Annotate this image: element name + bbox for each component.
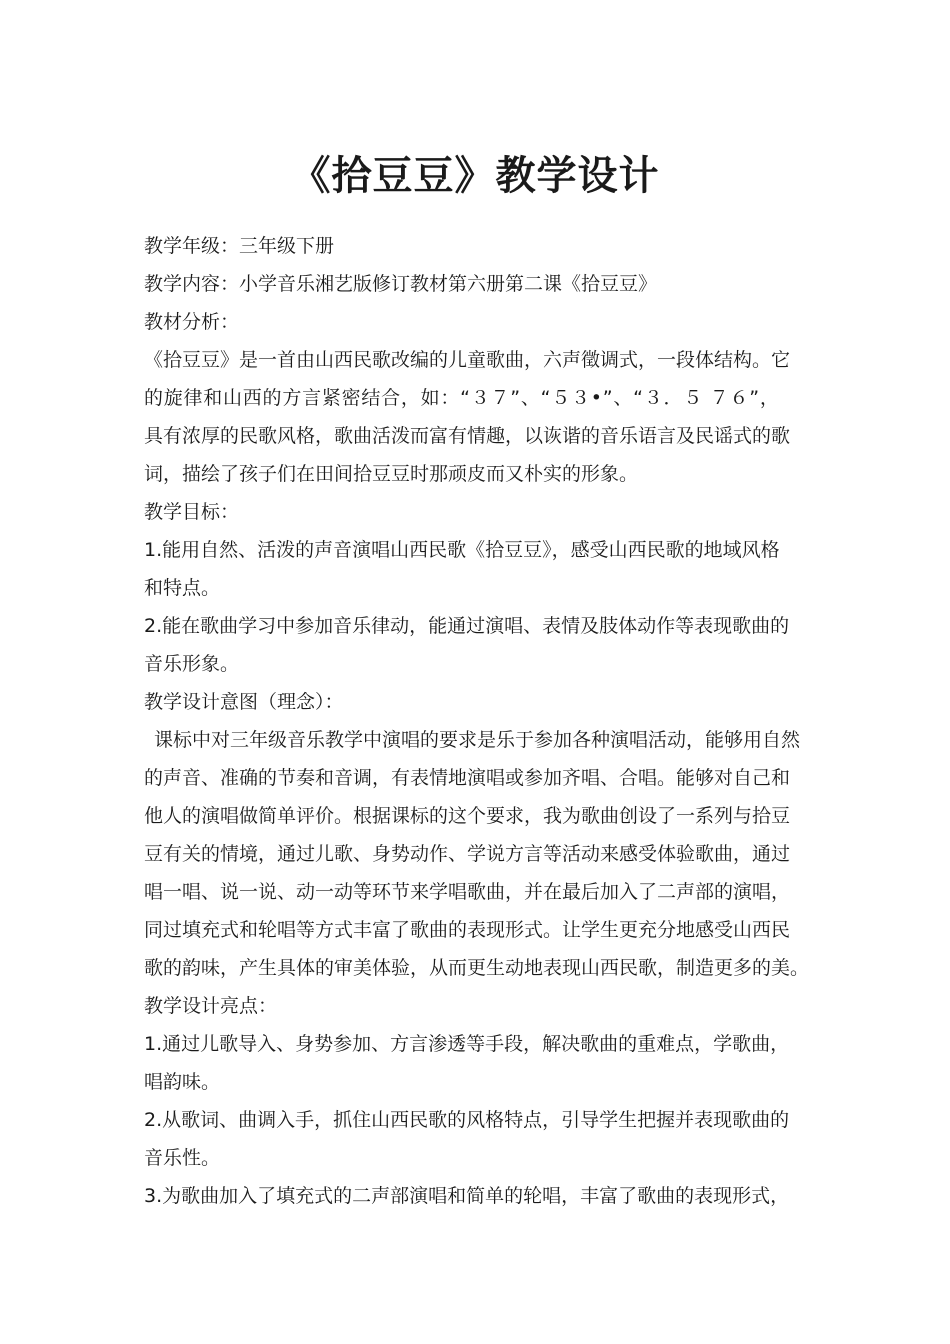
objectives-heading: 教学目标： (144, 501, 240, 523)
paragraph-line: 1.通过儿歌导入、身势参加、方言渗透等手段，解决歌曲的重难点，学歌曲， (144, 1033, 790, 1055)
paragraph-line: 同过填充式和轮唱等方式丰富了歌曲的表现形式。让学生更充分地感受山西民 (144, 919, 791, 941)
paragraph-line: 豆有关的情境，通过儿歌、身势动作、学说方言等活动来感受体验歌曲，通过 (144, 843, 791, 865)
paragraph-line: 课标中对三年级音乐教学中演唱的要求是乐于参加各种演唱活动，能够用自然 (154, 729, 801, 751)
content-line: 教学内容：小学音乐湘艺版修订教材第六册第二课《拾豆豆》 (144, 273, 658, 295)
paragraph-line: 1.能用自然、活泼的声音演唱山西民歌《拾豆豆》，感受山西民歌的地域风格 (144, 539, 780, 561)
paragraph-line: 的声音、准确的节奏和音调，有表情地演唱或参加齐唱、合唱。能够对自己和 (144, 767, 791, 789)
document-body (144, 227, 816, 1215)
analysis-heading: 教材分析： (144, 311, 240, 333)
paragraph-line: 唱一唱、说一说、动一动等环节来学唱歌曲，并在最后加入了二声部的演唱， (144, 881, 791, 903)
document-title: 《拾豆豆》教学设计 (290, 153, 660, 199)
paragraph-line: 具有浓厚的民歌风格，歌曲活泼而富有情趣，以诙谐的音乐语言及民谣式的歌 (144, 425, 791, 447)
paragraph-line: 3.为歌曲加入了填充式的二声部演唱和简单的轮唱，丰富了歌曲的表现形式， (144, 1185, 790, 1207)
paragraph-line: 《拾豆豆》是一首由山西民歌改编的儿童歌曲，六声徵调式，一段体结构。它 (144, 349, 791, 371)
paragraph-line: 歌的韵味，产生具体的审美体验，从而更生动地表现山西民歌，制造更多的美。 (144, 957, 810, 979)
paragraph-line: 2.能在歌曲学习中参加音乐律动，能通过演唱、表情及肢体动作等表现歌曲的 (144, 615, 790, 637)
paragraph-line: 音乐性。 (144, 1147, 221, 1169)
paragraph-line: 和特点。 (144, 577, 221, 599)
paragraph-line: 2.从歌词、曲调入手，抓住山西民歌的风格特点，引导学生把握并表现歌曲的 (144, 1109, 790, 1131)
paragraph-line: 的旋律和山西的方言紧密结合，如：“３７”、“５３•”、“３．５ ７６”， (144, 387, 780, 409)
intent-heading: 教学设计意图（理念）： (144, 691, 344, 713)
paragraph-line: 词，描绘了孩子们在田间拾豆豆时那顽皮而又朴实的形象。 (144, 463, 639, 485)
paragraph-line: 音乐形象。 (144, 653, 240, 675)
paragraph-line: 唱韵味。 (144, 1071, 221, 1093)
grade-line: 教学年级：三年级下册 (144, 235, 335, 257)
highlights-heading: 教学设计亮点： (144, 995, 278, 1017)
paragraph-line: 他人的演唱做简单评价。根据课标的这个要求，我为歌曲创设了一系列与拾豆 (144, 805, 791, 827)
